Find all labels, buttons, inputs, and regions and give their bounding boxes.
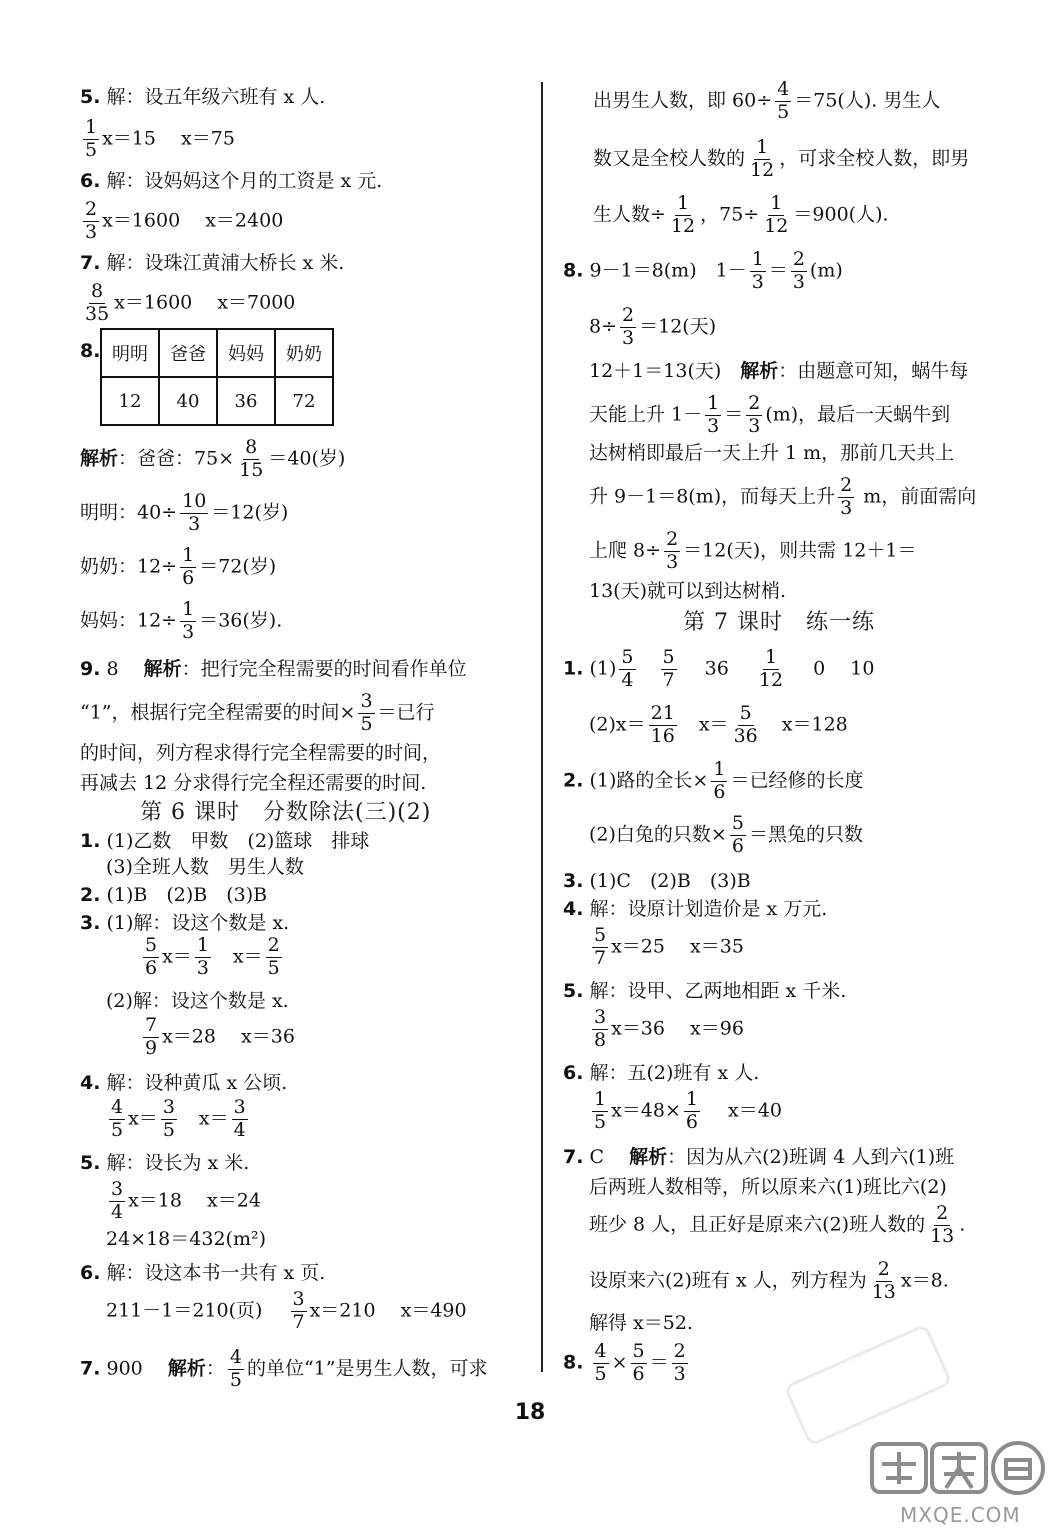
item-8-right-line-7: 上爬 8÷ $\frac{2}{3}$ ＝12(天)，则共需 12＋1＝ (589, 528, 917, 573)
s7-q5: 5. 解：设甲、乙两地相距 x 千米. (563, 980, 847, 1002)
s6-q6: 6. 解：设这本书一共有 x 页. (80, 1262, 326, 1284)
table-cell: 36 (217, 377, 275, 425)
fraction: $\frac{2}{3}$ (622, 304, 635, 349)
age-table-value-row (101, 377, 333, 425)
section-7-title: 第 7 课时 练一练 (683, 610, 875, 635)
item-8-analysis-line-4: 妈妈：12÷ $\frac{1}{3}$ ＝36(岁). (80, 598, 283, 643)
section-6-title: 第 6 课时 分数除法(三)(2) (140, 800, 432, 825)
fraction: $\frac{2}{13}$ (930, 1202, 955, 1247)
fraction: $\frac{1}{3}$ (751, 248, 764, 293)
watermark-logo (870, 1438, 1050, 1498)
s7-q2-line-1: 2. (1)路的全长× $\frac{1}{6}$ ＝已经修的长度 (563, 758, 864, 803)
item-8-right-line-4: 天能上升 1－ $\frac{1}{3}$ ＝ $\frac{2}{3}$ (m)，最后一天蜗牛到 (589, 392, 951, 437)
s6-q6-equation: 211－1＝210(页) $\frac{3}{7}$ x＝210 x＝490 (106, 1288, 467, 1333)
s7-q1-line-1: 1. (1) $\frac{5}{4}$ $\frac{5}{7}$ 36 $\frac{1}{12}$ 0 10 (563, 646, 875, 691)
item-7-equation: $\frac{8}{35}$ x＝1600 x＝7000 (85, 280, 296, 325)
item-8-right-line-1: 8. 9－1＝8(m) 1－ $\frac{1}{3}$ ＝ $\frac{2}{3}$ (m) (563, 248, 843, 293)
fraction: $\frac{1}{12}$ (758, 646, 784, 691)
s7-q7-line-3: 班少 8 人，且正好是原来六(2)班人数的 $\frac{2}{13}$ . (589, 1202, 966, 1247)
fraction: $\frac{10}{3}$ (182, 490, 207, 535)
faded-stamp (783, 1323, 952, 1447)
fraction: $\frac{1}{6}$ (182, 544, 195, 589)
item-6: 6. 解：设妈妈这个月的工资是 x 元. (80, 170, 383, 192)
column-divider (541, 82, 543, 1372)
s7-q6-equation: $\frac{1}{5}$ x＝48× $\frac{1}{6}$ x＝40 (594, 1088, 782, 1133)
fraction: $\frac{5}{36}$ (733, 702, 758, 747)
s6-q3-equation-1: $\frac{5}{6}$ x＝ $\frac{1}{3}$ x＝ $\frac{2}{5}$ (145, 934, 280, 979)
fraction: $\frac{3}{4}$ (233, 1096, 246, 1141)
fraction: $\frac{21}{16}$ (650, 702, 675, 747)
fraction: $\frac{5}{4}$ (621, 646, 634, 691)
item-8-analysis-line-1: 解析：爸爸：75× $\frac{8}{15}$ ＝40(岁) (80, 436, 346, 481)
fraction: $\frac{1}{12}$ (750, 136, 775, 181)
table-header-cell: 爸爸 (159, 329, 217, 377)
item-5-equation: $\frac{1}{5}$ x＝15 x＝75 (85, 116, 235, 161)
fraction: $\frac{5}{6}$ (145, 934, 158, 979)
s6-q3-equation-2: $\frac{7}{9}$ x＝28 x＝36 (145, 1014, 295, 1059)
s6-q1-line-2: (3)全班人数 男生人数 (106, 856, 304, 878)
item-8-analysis-line-2: 明明：40÷ $\frac{10}{3}$ ＝12(岁) (80, 490, 289, 535)
fraction: $\frac{1}{3}$ (182, 598, 195, 643)
item-9-line-1: 9. 8 解析：把行完全程需要的时间看作单位 (80, 658, 467, 680)
s6-q5-equation: $\frac{3}{4}$ x＝18 x＝24 (111, 1178, 261, 1223)
fraction: $\frac{4}{5}$ (111, 1096, 124, 1141)
table-cell: 40 (159, 377, 217, 425)
fraction: $\frac{2}{13}$ (871, 1258, 896, 1303)
item-9-line-3: 的时间，列方程求得行完全程需要的时间， (80, 742, 442, 764)
fraction: $\frac{1}{5}$ (85, 116, 98, 161)
fraction: $\frac{1}{3}$ (196, 934, 209, 979)
item-5: 5. 解：设五年级六班有 x 人. (80, 86, 326, 108)
fraction: $\frac{4}{5}$ (594, 1340, 607, 1385)
table-header-cell: 奶奶 (275, 329, 333, 377)
s7-q6: 6. 解：五(2)班有 x 人. (563, 1062, 760, 1084)
table-cell: 72 (275, 377, 333, 425)
fraction: $\frac{3}{7}$ (292, 1288, 305, 1333)
page-number: 18 (514, 1400, 546, 1425)
item-8-right-line-6: 升 9－1＝8(m)，而每天上升 $\frac{2}{3}$ m，前面需向 (589, 474, 977, 519)
item-8-analysis-line-3: 奶奶：12÷ $\frac{1}{6}$ ＝72(岁) (80, 544, 277, 589)
fraction: $\frac{1}{6}$ (713, 758, 726, 803)
s7-q7-line-1: 7. C 解析：因为从六(2)班调 4 人到六(1)班 (563, 1146, 955, 1168)
fraction: $\frac{1}{3}$ (707, 392, 720, 437)
fraction: $\frac{2}{3}$ (666, 528, 679, 573)
fraction: $\frac{2}{3}$ (840, 474, 853, 519)
s7-q2-line-2: (2)白兔的只数× $\frac{5}{6}$ ＝黑兔的只数 (589, 812, 863, 857)
fraction: $\frac{8}{15}$ (239, 436, 264, 481)
fraction: $\frac{7}{9}$ (145, 1014, 158, 1059)
s7-q7-line-5: 解得 x＝52. (589, 1312, 693, 1334)
fraction: $\frac{3}{4}$ (111, 1178, 124, 1223)
fraction: $\frac{1}{6}$ (685, 1088, 698, 1133)
fraction: $\frac{4}{5}$ (777, 78, 790, 123)
fraction: $\frac{2}{3}$ (85, 198, 98, 243)
fraction: $\frac{2}{3}$ (748, 392, 761, 437)
table-cell: 12 (101, 377, 159, 425)
item-9-line-2: “1”，根据行完全程需要的时间× $\frac{3}{5}$ ＝已行 (80, 690, 435, 735)
s6-q2: 2. (1)B (2)B (3)B (80, 884, 268, 906)
age-table-header-row (101, 329, 333, 377)
continuation-line-3: 生人数÷ $\frac{1}{12}$ ，75÷ $\frac{1}{12}$ ＝900(人). (593, 192, 889, 237)
item-8-number: 8. (80, 340, 101, 362)
fraction: $\frac{2}{3}$ (792, 248, 805, 293)
s6-q3-line-2: (2)解：设这个数是 x. (106, 990, 289, 1012)
item-8-right-line-5: 达树梢即最后一天上升 1 m，那前几天共上 (589, 442, 955, 464)
fraction: $\frac{5}{7}$ (594, 924, 607, 969)
fraction: $\frac{2}{3}$ (673, 1340, 686, 1385)
item-8-right-line-8: 13(天)就可以到达树梢. (589, 580, 787, 602)
s6-q5: 5. 解：设长为 x 米. (80, 1152, 250, 1174)
s7-q7-line-2: 后两班人数相等，所以原来六(1)班比六(2) (589, 1176, 947, 1198)
s7-q3: 3. (1)C (2)B (3)B (563, 870, 751, 892)
s6-q4: 4. 解：设种黄瓜 x 公顷. (80, 1072, 288, 1094)
fraction: $\frac{5}{6}$ (731, 812, 744, 857)
fraction: $\frac{1}{12}$ (670, 192, 696, 237)
fraction: $\frac{5}{6}$ (632, 1340, 645, 1385)
s6-q3-line-1: 3. (1)解：设这个数是 x. (80, 912, 290, 934)
continuation-line-2: 数又是全校人数的 $\frac{1}{12}$ ，可求全校人数，即男 (593, 136, 970, 181)
fraction: $\frac{5}{7}$ (662, 646, 675, 691)
s7-q1-line-2: (2)x＝ $\frac{21}{16}$ x＝ $\frac{5}{36}$ x＝128 (589, 702, 848, 747)
item-8-right-line-2: 8÷ $\frac{2}{3}$ ＝12(天) (589, 304, 717, 349)
fraction: $\frac{1}{5}$ (594, 1088, 607, 1133)
s7-q8: 8. $\frac{4}{5}$ × $\frac{5}{6}$ ＝ $\frac{2}{3}$ (563, 1340, 686, 1385)
fraction: $\frac{3}{5}$ (162, 1096, 175, 1141)
continuation-line-1: 出男生人数，即 60÷ $\frac{4}{5}$ ＝75(人). 男生人 (593, 78, 941, 123)
s7-q4-equation: $\frac{5}{7}$ x＝25 x＝35 (594, 924, 744, 969)
s7-q7-line-4: 设原来六(2)班有 x 人，列方程为 $\frac{2}{13}$ x＝8. (589, 1258, 949, 1303)
fraction: $\frac{4}{5}$ (229, 1346, 242, 1391)
age-table (100, 328, 334, 426)
fraction: $\frac{2}{5}$ (267, 934, 280, 979)
s7-q4: 4. 解：设原计划造价是 x 万元. (563, 898, 828, 920)
watermark-url: MXQE.COM (900, 1503, 1021, 1527)
fraction: $\frac{1}{12}$ (764, 192, 789, 237)
s6-q4-equation: $\frac{4}{5}$ x＝ $\frac{3}{5}$ x＝ $\frac{3}{4}$ (111, 1096, 246, 1141)
s6-q5-area: 24×18＝432(m²) (106, 1228, 266, 1250)
item-9-line-4: 再减去 12 分求得行完全程还需要的时间. (80, 772, 427, 794)
s7-q5-equation: $\frac{3}{8}$ x＝36 x＝96 (594, 1006, 744, 1051)
fraction: $\frac{3}{8}$ (594, 1006, 607, 1051)
item-6-equation: $\frac{2}{3}$ x＝1600 x＝2400 (85, 198, 284, 243)
fraction: $\frac{3}{5}$ (360, 690, 373, 735)
item-7: 7. 解：设珠江黄浦大桥长 x 米. (80, 252, 345, 274)
table-header-cell: 妈妈 (217, 329, 275, 377)
table-header-cell: 明明 (101, 329, 159, 377)
s6-q7: 7. 900 解析： $\frac{4}{5}$ 的单位“1”是男生人数，可求 (80, 1346, 488, 1391)
fraction: $\frac{8}{35}$ (85, 280, 110, 325)
item-8-right-line-3: 12＋1＝13(天) 解析：由题意可知，蜗牛每 (589, 360, 969, 382)
s6-q1-line-1: 1. (1)乙数 甲数 (2)篮球 排球 (80, 830, 370, 852)
